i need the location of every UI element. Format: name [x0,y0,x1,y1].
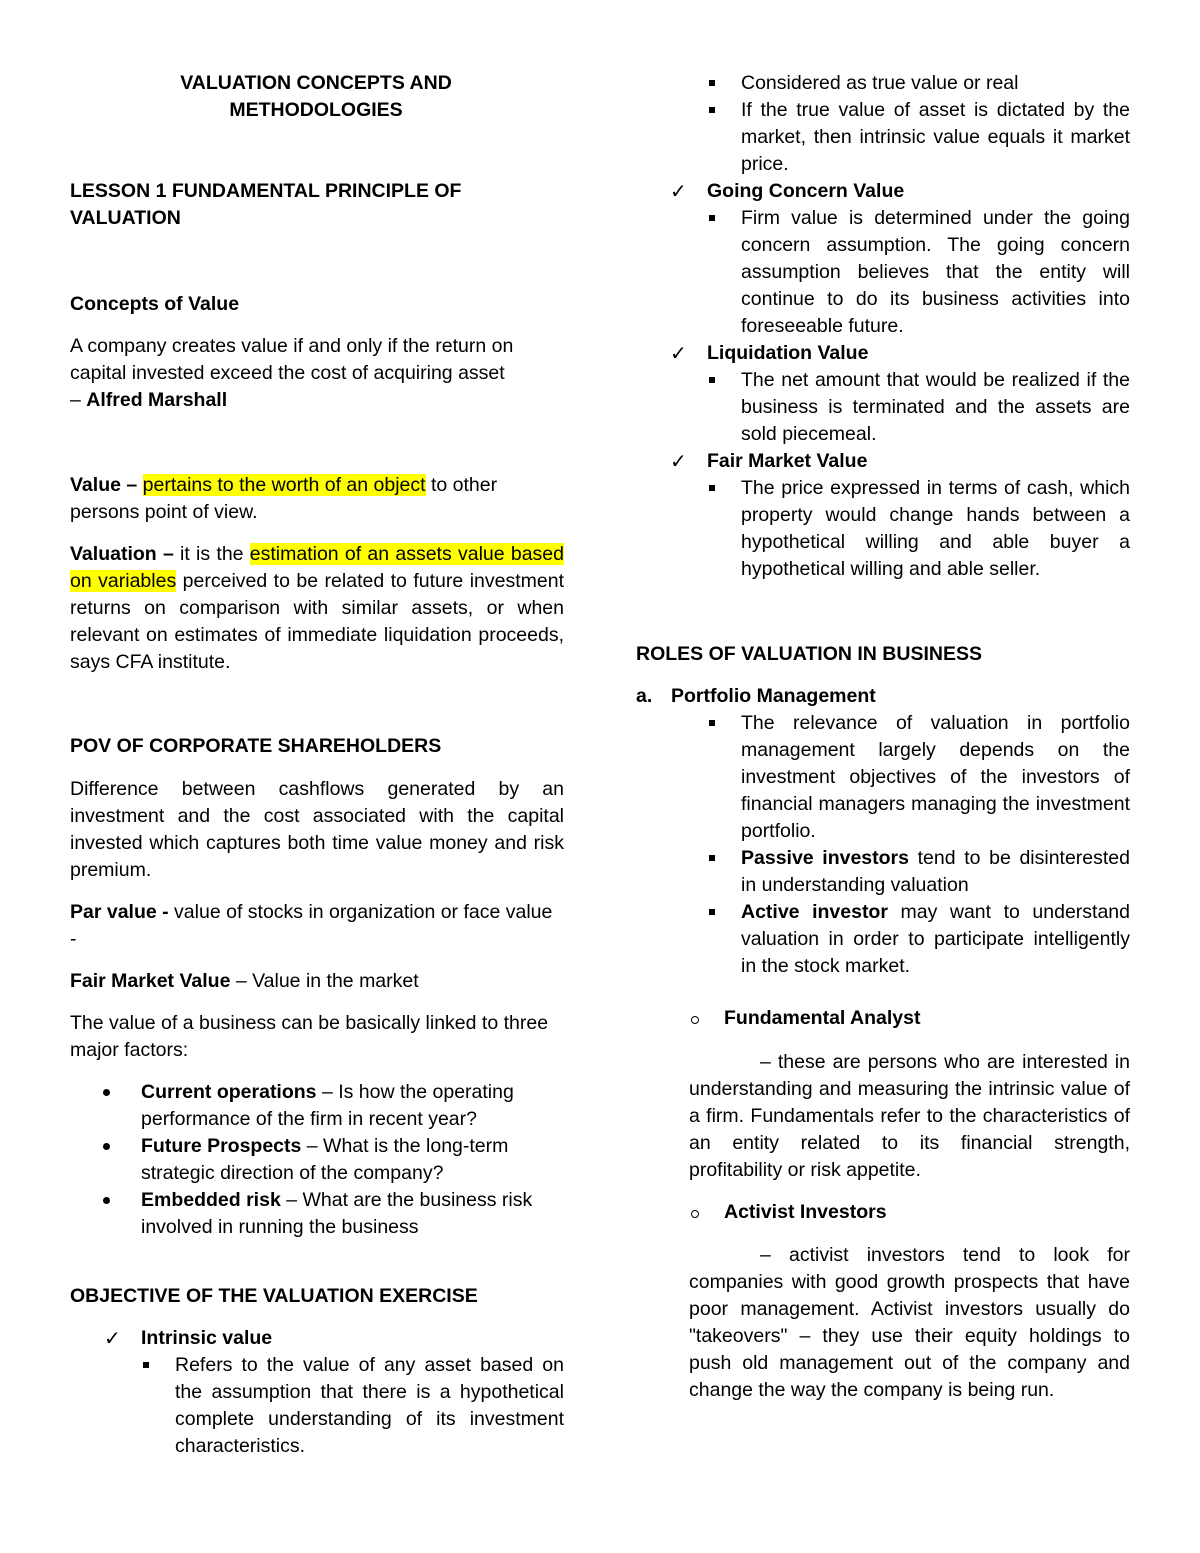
objective-heading: OBJECTIVE OF THE VALUATION EXERCISE [70,1285,478,1307]
check-icon: ✓ [104,1326,121,1350]
role-term: Active investor [741,901,888,923]
bullet-square [709,80,715,86]
check-icon: ✓ [670,449,687,473]
intrinsic-label: Intrinsic value [141,1327,273,1349]
title-line-2: METHODOLOGIES [229,99,403,121]
par-value-definition [70,899,564,953]
factors-intro: The value of a business can be basically linked to three major factors: [70,1012,549,1061]
fmv-definition [70,968,564,995]
factor-term: Embedded risk [141,1189,281,1211]
bullet-circle [691,1016,699,1024]
concepts-heading: Concepts of Value [70,293,240,315]
activist-investors-heading [636,1199,1130,1226]
bullet-square [143,1362,149,1368]
right-column [636,70,1130,1404]
going-concern-label: Going Concern Value [707,180,905,202]
list-item [70,1133,564,1187]
bullet-circle [691,1210,699,1218]
document-title [68,70,564,124]
bullet-square [709,215,715,221]
going-concern-item [636,178,1130,205]
list-item [636,845,1130,899]
quote-text: A company creates value if and only if the return on capital invested exceed the cost of acquiring asset [70,335,514,384]
factor-text: – Is how the operating performance of the firm in recent year? [141,1081,514,1130]
valuation-rest: perceived to be related to future investment returns on comparison with similar assets, or when relevant on estimates of immediate liquidation proceeds, says CFA institute. [70,570,564,673]
list-item [636,475,1130,583]
role-term: Passive investors [741,847,909,869]
fundamental-text: – these are persons who are interested in understanding and measuring the intrinsic value of a firm. Fundamentals refer to the characteristics of an entity related to its financial strength, profitability or risk appetite. [689,1051,1130,1181]
intrinsic-text: If the true value of asset is dictated by the market, then intrinsic value equals it market price. [741,99,1130,175]
value-highlight: pertains to the worth of an object [142,474,426,496]
role-text: may want to understand valuation in order to participate intelligently in the stock market. [741,901,1130,977]
factor-text: – What is the long-term strategic direction of the company? [141,1135,509,1184]
factor-term: Future Prospects [141,1135,302,1157]
value-term: Value – [70,474,138,496]
fair-market-item [636,448,1130,475]
activist-text: – activist investors tend to look for companies with good growth prospects that have poor management. Activist investors usually do "takeovers" – they use their equity holdings to push old management out of the company and change the way the company is being run. [689,1244,1130,1401]
fmv-term: Fair Market Value [70,970,231,992]
lesson-line-2: VALUATION [70,207,181,229]
bullet-dot [103,1089,110,1096]
title-line-1: VALUATION CONCEPTS AND [180,72,452,94]
list-item [636,70,1130,97]
portfolio-management-heading [636,683,1130,710]
intrinsic-value-item [70,1325,564,1352]
par-value-term: Par value - [70,901,169,923]
valuation-pre: it is the [173,543,250,565]
intrinsic-text: Refers to the value of any asset based on the assumption that there is a hypothetical complete understanding of its investment characteristics. [175,1354,564,1457]
list-item [636,710,1130,845]
factors-list [70,1079,564,1241]
list-item [70,1187,564,1241]
fair-market-text: The price expressed in terms of cash, which property would change hands between a hypothetical willing and able buyer a hypothetical willing and able seller. [741,477,1130,580]
check-icon: ✓ [670,341,687,365]
roles-heading: ROLES OF VALUATION IN BUSINESS [636,643,982,665]
marshall-quote [70,333,564,414]
bullet-dot [103,1197,110,1204]
bullet-square [709,720,715,726]
role-text: The relevance of valuation in portfolio management largely depends on the investment objectives of the investors of financial managers managing the investment portfolio. [741,712,1130,842]
left-column [70,70,564,1460]
list-item [70,1079,564,1133]
quote-dash: – [70,389,87,411]
list-item [70,1352,564,1460]
quote-author: Alfred Marshall [86,389,228,411]
portfolio-letter: a. [636,685,653,707]
bullet-square [709,909,715,915]
list-item [636,205,1130,340]
pov-text: Difference between cashflows generated by an investment and the cost associated with the capital invested which captures both time value money and risk premium. [70,778,564,881]
factor-term: Current operations [141,1081,317,1103]
role-text: tend to be disinterested in understanding valuation [741,847,1131,896]
valuation-definition [70,541,564,676]
fmv-text: – Value in the market [230,970,419,992]
fundamental-label: Fundamental Analyst [724,1007,921,1029]
list-item [636,367,1130,448]
bullet-square [709,377,715,383]
pov-heading: POV OF CORPORATE SHAREHOLDERS [70,735,442,757]
portfolio-label: Portfolio Management [671,685,876,707]
list-item [636,97,1130,178]
valuation-term: Valuation – [70,543,174,565]
par-value-text: value of stocks in organization or face value - [70,901,553,950]
bullet-square [709,107,715,113]
valuation-highlight: estimation of an assets value based on variables [70,543,564,592]
check-icon: ✓ [670,179,687,203]
activist-label: Activist Investors [724,1201,887,1223]
liquidation-label: Liquidation Value [707,342,869,364]
bullet-dot [103,1143,110,1150]
going-concern-text: Firm value is determined under the going concern assumption. The going concern assumption believes that the entity will continue to do its business activities into foreseeable future. [741,207,1130,337]
liquidation-item [636,340,1130,367]
value-definition [70,472,564,526]
lesson-heading [70,178,564,232]
lesson-line-1: LESSON 1 FUNDAMENTAL PRINCIPLE OF [70,180,462,202]
list-item [636,899,1130,980]
fair-market-label: Fair Market Value [707,450,868,472]
value-rest: to other persons point of view. [70,474,498,523]
bullet-square [709,485,715,491]
factor-text: – What are the business risk involved in running the business [141,1189,533,1238]
fundamental-analyst-heading [636,1005,1130,1032]
bullet-square [709,855,715,861]
intrinsic-text: Considered as true value or real [741,72,1019,94]
liquidation-text: The net amount that would be realized if the business is terminated and the assets are sold piecemeal. [741,369,1130,445]
